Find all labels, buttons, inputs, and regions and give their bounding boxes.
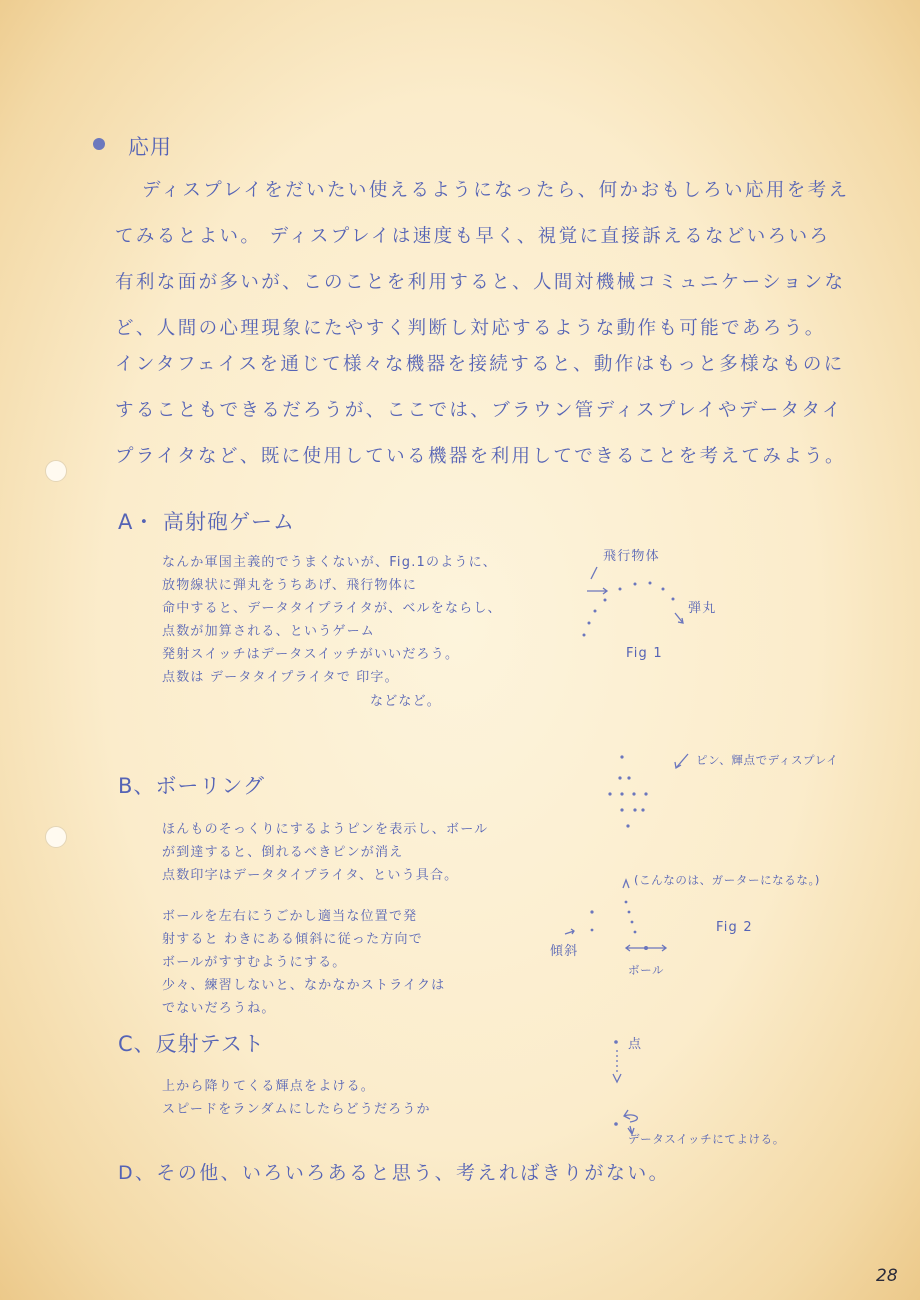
fig2-pin <box>618 776 621 779</box>
section-b-line: 点数印字はデータタイプライタ、という具合。 <box>162 868 459 883</box>
fig3-dodge-arrow <box>624 1110 637 1122</box>
section-a-title: A・ 高射砲ゲーム <box>118 510 296 534</box>
binder-hole-top <box>45 460 67 482</box>
section-b-line: が到達すると、倒れるべきピンが消え <box>162 845 404 860</box>
fig2-pins-label: ピン、輝点でディスプレイ <box>696 753 839 767</box>
fig2-pin <box>620 792 623 795</box>
fig2-slope-arrow <box>565 929 574 934</box>
fig2-pin <box>627 776 630 779</box>
section-b-line: 少々、練習しないと、なかなかストライクは <box>162 978 446 993</box>
section-a-closing: などなど。 <box>370 694 442 709</box>
fig1-trajectory-diagram <box>575 545 775 685</box>
fig2-ball-label: ボール <box>628 963 665 977</box>
fig2-pin <box>641 808 644 811</box>
fig2-pin <box>620 755 623 758</box>
section-b-line: 射すると わきにある傾斜に従った方向で <box>162 932 423 947</box>
fig2-slope-point <box>590 910 593 913</box>
fig2-gutter-arrow <box>623 880 629 888</box>
fig1-caption: Fig 1 <box>626 646 663 661</box>
section-c-line: 上から降りてくる輝点をよける。 <box>162 1079 376 1094</box>
section-c-line: スピードをランダムにしたらどうだろうか <box>162 1102 431 1117</box>
section-b-line: ボールがすすむようにする。 <box>162 955 347 970</box>
section-c-title: C、反射テスト <box>118 1032 265 1056</box>
intro-line: インタフェイスを通じて様々な機器を接続すると、動作はもっと多様なものに <box>115 354 845 375</box>
fig2-ball <box>644 946 648 950</box>
fig1-bullet-label: 弾丸 <box>688 601 717 616</box>
intro-line: ど、人間の心理現象にたやすく判断し対応するような動作も可能であろう。 <box>115 318 826 339</box>
fig2-gutter-point <box>631 921 634 924</box>
intro-line: 有利な面が多いが、このことを利用すると、人間対機械コミュニケーションな <box>115 272 846 293</box>
intro-line: することもできるだろうが、ここでは、ブラウン管ディスプレイやデータタイ <box>115 400 843 421</box>
binder-hole-bottom <box>45 826 67 848</box>
intro-line: プライタなど、既に使用している機器を利用してできることを考えてみよう。 <box>115 446 846 467</box>
bullet-dot-icon <box>93 138 105 150</box>
fig3-switch-label: データスイッチにてよける。 <box>628 1132 785 1146</box>
fig1-pointer-line <box>591 567 597 579</box>
fig1-trajectory-point <box>583 634 586 637</box>
fig3-player-dot <box>614 1122 618 1126</box>
intro-line: ディスプレイをだいたい使えるようになったら、何かおもしろい応用を考え <box>142 180 850 201</box>
section-a-line: 発射スイッチはデータスイッチがいいだろう。 <box>162 647 460 662</box>
section-title: 応用 <box>128 135 172 159</box>
fig1-trajectory-point <box>634 583 637 586</box>
fig2-pin <box>644 792 647 795</box>
fig2-slope-label: 傾斜 <box>550 944 579 959</box>
section-a-line: 点数は データタイプライタで 印字。 <box>162 670 399 685</box>
section-b-line: ボールを左右にうごかし適当な位置で発 <box>162 909 418 924</box>
section-b-line: でないだろうね。 <box>162 1001 276 1016</box>
fig1-trajectory-point <box>594 610 597 613</box>
fig3-falling-dot <box>614 1040 618 1044</box>
fig1-trajectory-point <box>588 622 591 625</box>
fig2-pin <box>620 808 623 811</box>
fig2-pin <box>633 808 636 811</box>
fig1-trajectory-point <box>619 588 622 591</box>
section-a-line: なんか軍国主義的でうまくないが、Fig.1のように、 <box>162 555 497 570</box>
section-a-line: 点数が加算される、というゲーム <box>162 624 376 639</box>
section-b-title: B、ボーリング <box>118 774 265 798</box>
section-b-line: ほんものそっくりにするようピンを表示し、ボール <box>162 822 489 837</box>
fig2-slope-point <box>591 929 594 932</box>
page-number: 28 <box>876 1266 898 1286</box>
fig1-bullet-arrow <box>675 613 683 623</box>
fig2-pin <box>626 824 629 827</box>
fig2-pin <box>632 792 635 795</box>
fig1-trajectory-point <box>662 588 665 591</box>
fig2-pin-pointer <box>675 754 688 768</box>
fig2-gutter-point <box>634 931 637 934</box>
fig2-pin <box>608 792 611 795</box>
fig3-fall-arrow <box>613 1074 621 1082</box>
fig1-target-arrow <box>587 588 607 594</box>
fig1-trajectory-point <box>604 599 607 602</box>
fig1-trajectory-point <box>649 582 652 585</box>
section-a-line: 放物線状に弾丸をうちあげ、飛行物体に <box>162 578 418 593</box>
fig2-gutter-label: (こんなのは、ガーターになるな。) <box>634 873 820 887</box>
section-d-title: D、その他、いろいろあると思う、考えればきりがない。 <box>118 1162 671 1184</box>
intro-line: てみるとよい。 ディスプレイは速度も早く、視覚に直接訴えるなどいろいろ <box>115 226 831 247</box>
fig1-trajectory-point <box>672 598 675 601</box>
fig3-dot-label: 点 <box>628 1037 643 1052</box>
fig2-caption: Fig 2 <box>716 920 753 935</box>
fig2-gutter-point <box>628 911 631 914</box>
section-a-line: 命中すると、データタイプライタが、ベルをならし、 <box>162 601 502 616</box>
fig1-target-label: 飛行物体 <box>603 549 660 564</box>
fig2-gutter-point <box>625 901 628 904</box>
